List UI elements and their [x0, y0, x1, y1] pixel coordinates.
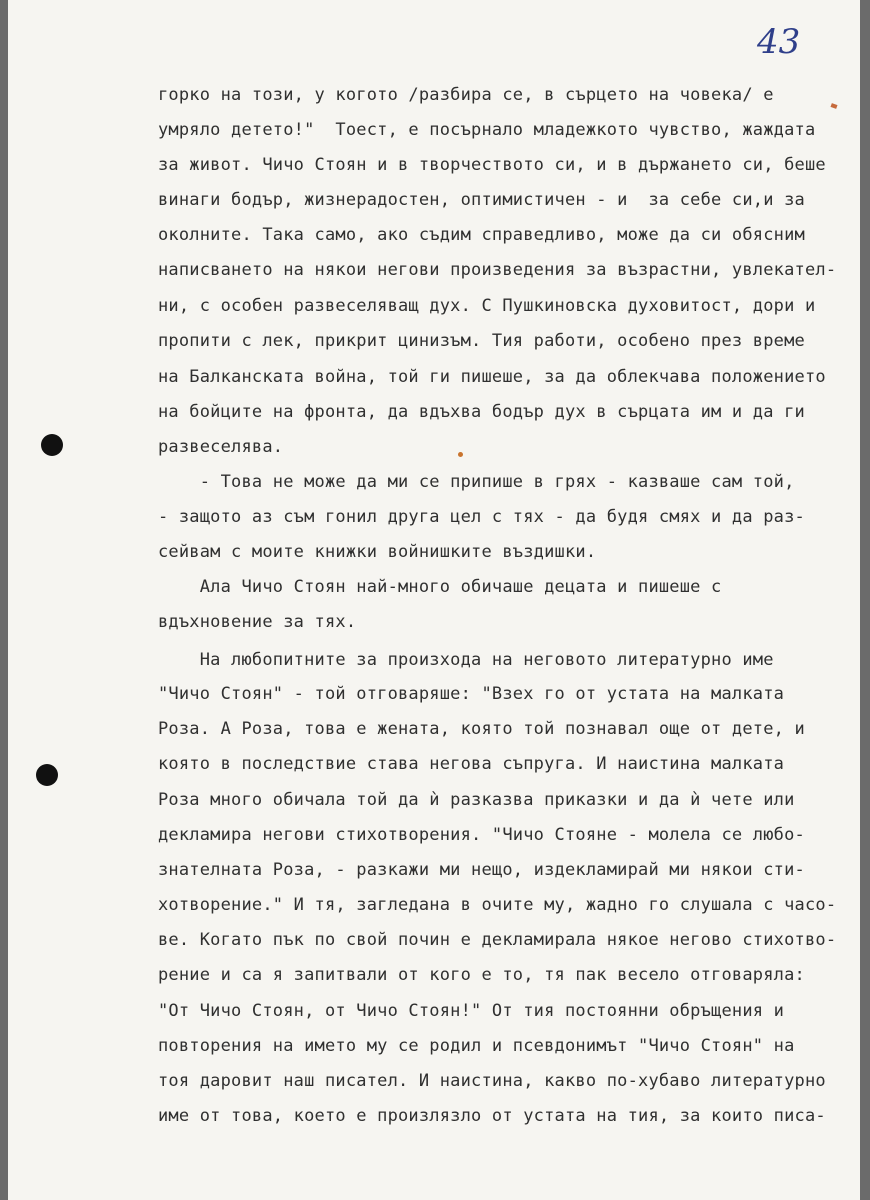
text-line: вдъхновение за тях.: [158, 612, 357, 632]
typewritten-page: [8, 0, 860, 1200]
text-line: ве. Когато пък по свой почин е декламирала някое негово стихотво-: [158, 930, 837, 950]
ink-speck: [458, 452, 463, 457]
text-line: "От Чичо Стоян, от Чичо Стоян!" От тия постоянни обръщения и: [158, 1001, 785, 1021]
text-line: на бойците на фронта, да вдъхва бодър дух в сърцата им и да ги: [158, 402, 805, 422]
text-line: декламира негови стихотворения. "Чичо Стояне - молела се любо-: [158, 825, 805, 845]
page-number: 43: [757, 22, 801, 62]
text-line: - защото аз съм гонил друга цел с тях - да будя смях и да раз-: [158, 507, 805, 527]
text-line: горко на този, у когото /разбира се, в сърцето на човека/ е: [158, 85, 774, 105]
text-line: написването на някои негови произведения за възрастни, увлекател-: [158, 260, 837, 280]
text-line: рение и са я запитвали от кого е то, тя пак весело отговаряла:: [158, 965, 805, 985]
text-line: - Това не може да ми се припише в грях - казваше сам той,: [158, 472, 795, 492]
text-line: "Чичо Стоян" - той отговаряше: "Взех го от устата на малката: [158, 684, 785, 704]
text-line: Ала Чичо Стоян най-много обичаше децата и пишеше с: [158, 577, 722, 597]
text-line: околните. Така само, ако съдим справедливо, може да си обясним: [158, 225, 805, 245]
punch-hole-top: [41, 434, 63, 456]
text-line: знателната Роза, - разкажи ми нещо, издекламирай ми някои сти-: [158, 860, 805, 880]
text-line: развеселява.: [158, 437, 284, 457]
margin-tick-mark: [830, 103, 837, 109]
text-line: пропити с лек, прикрит цинизъм. Тия работи, особено през време: [158, 331, 805, 351]
text-line: на Балканската война, той ги пишеше, за да облекчава положението: [158, 367, 826, 387]
text-line: Роза много обичала той да ѝ разказва приказки и да ѝ чете или: [158, 790, 795, 810]
text-line: умряло детето!" Тоест, е посърнало младежкото чувство, жаждата: [158, 120, 816, 140]
text-line: винаги бодър, жизнерадостен, оптимистичен - и за себе си,и за: [158, 190, 805, 210]
text-line: която в последствие става негова съпруга. И наистина малката: [158, 754, 785, 774]
text-line: повторения на името му се родил и псевдонимът "Чичо Стоян" на: [158, 1036, 795, 1056]
text-line: тоя даровит наш писател. И наистина, какво по-хубаво литературно: [158, 1071, 826, 1091]
text-line: име от това, което е произлязло от устата на тия, за които писа-: [158, 1106, 826, 1126]
text-line: сейвам с моите книжки войнишките въздишки.: [158, 542, 597, 562]
text-line: хотворение." И тя, загледана в очите му, жадно го слушала с часо-: [158, 895, 837, 915]
text-line: ни, с особен развеселяващ дух. С Пушкиновска духовитост, дори и: [158, 296, 816, 316]
punch-hole-bottom: [36, 764, 58, 786]
text-line: за живот. Чичо Стоян и в творчеството си, и в държането си, беше: [158, 155, 826, 175]
text-line: Роза. А Роза, това е жената, която той познавал още от дете, и: [158, 719, 805, 739]
text-line: На любопитните за произхода на неговото литературно име: [158, 650, 774, 670]
